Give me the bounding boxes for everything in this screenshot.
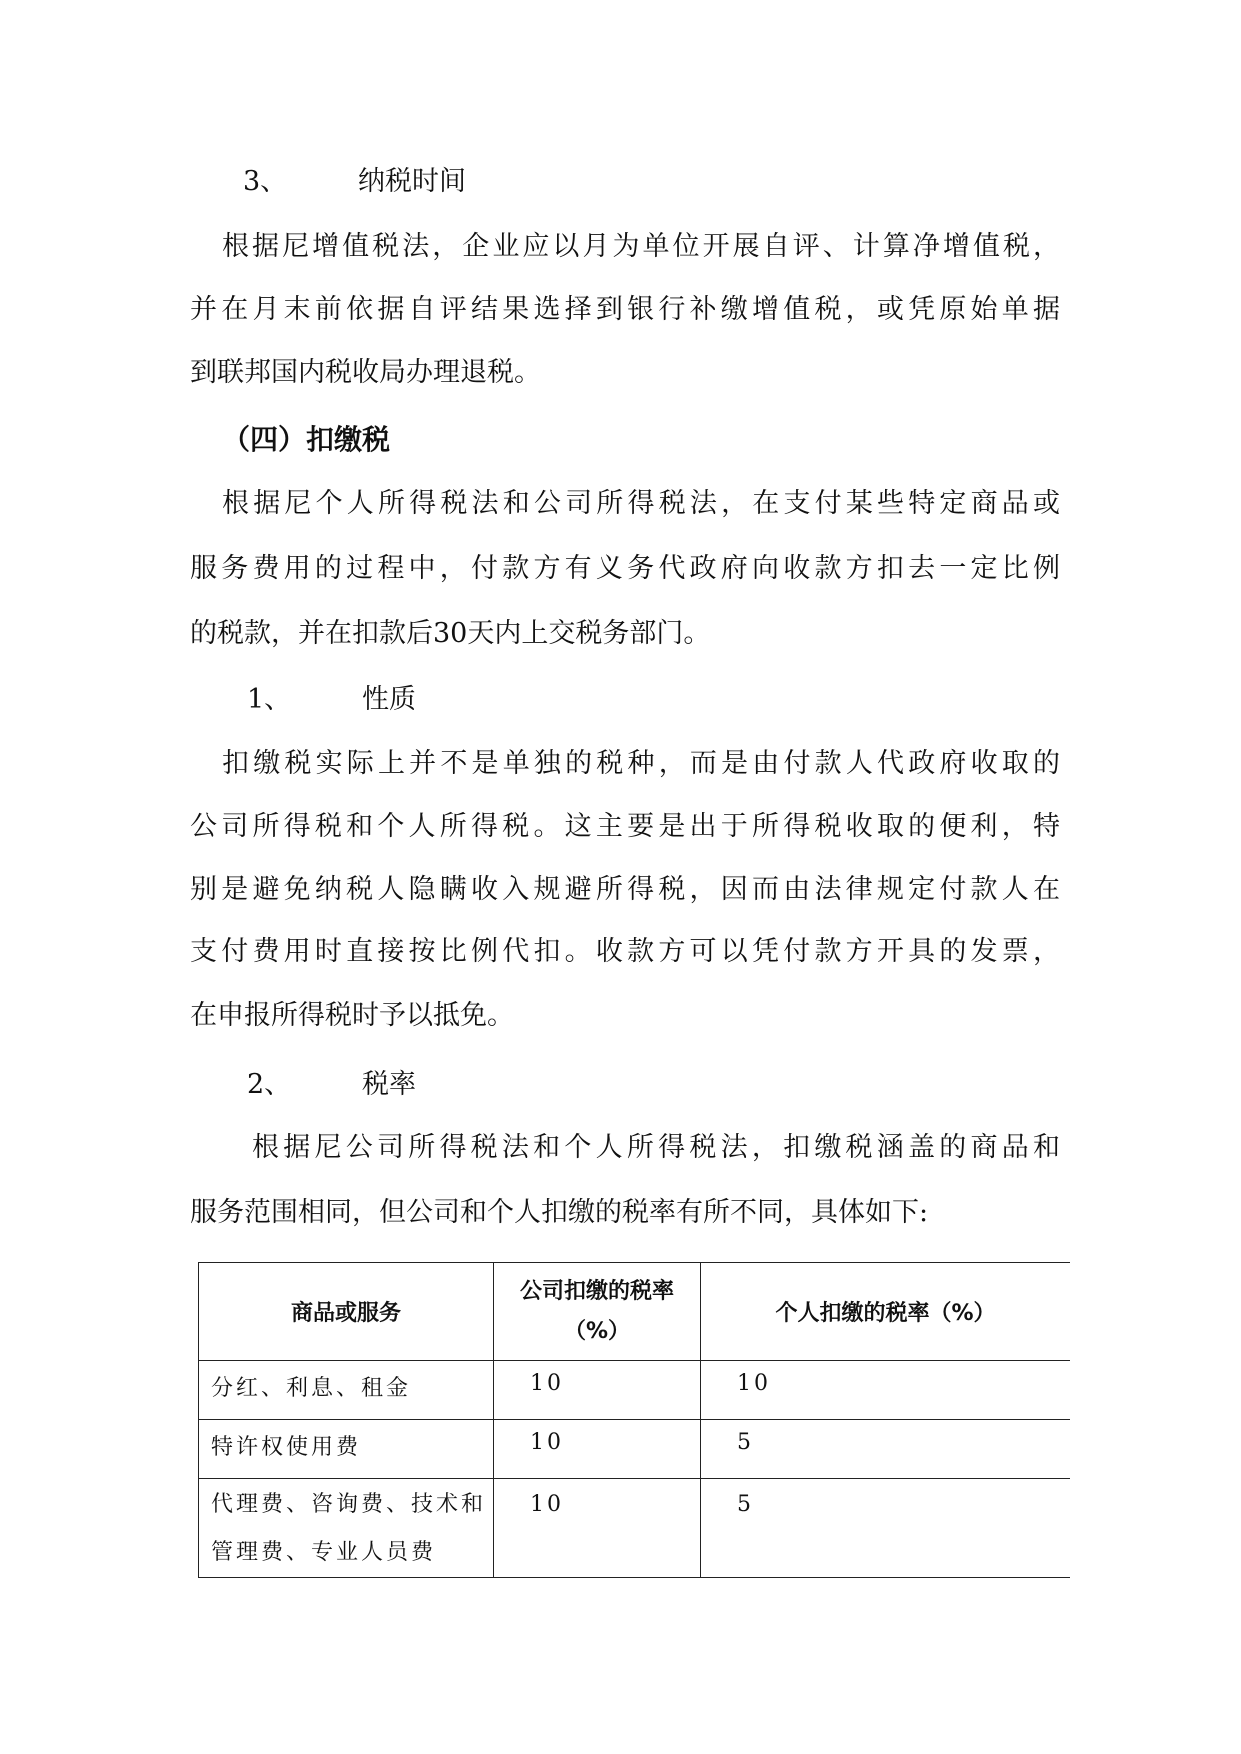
section-title: 性质 xyxy=(362,684,416,715)
paragraph-line: 并在月末前依据自评结果选择到银行补缴增值税，或凭原始单据 xyxy=(190,294,1060,325)
paragraph-line: 的税款，并在扣款后30天内上交税务部门。 xyxy=(190,618,711,649)
cell-item: 代理费、咨询费、技术和 管理费、专业人员费 xyxy=(199,1479,494,1578)
cell-item: 分红、利息、租金 xyxy=(199,1361,494,1420)
cell-company-rate: 10 xyxy=(494,1420,701,1479)
paragraph-line: 根据尼公司所得税法和个人所得税法，扣缴税涵盖的商品和 xyxy=(252,1132,1060,1163)
paragraph-line: 根据尼增值税法，企业应以月为单位开展自评、计算净增值税， xyxy=(222,231,1060,262)
paragraph-line: 在申报所得税时予以抵免。 xyxy=(190,1000,514,1031)
cell-individual-rate: 5 xyxy=(701,1479,1071,1578)
header-item: 商品或服务 xyxy=(199,1263,494,1361)
cell-company-rate: 10 xyxy=(494,1479,701,1578)
section-number: 2、 xyxy=(247,1069,292,1100)
table-row xyxy=(199,1479,1071,1578)
paragraph-line: 支付费用时直接按比例代扣。收款方可以凭付款方开具的发票， xyxy=(190,936,1060,967)
paragraph-line: 服务范围相同，但公司和个人扣缴的税率有所不同，具体如下: xyxy=(190,1197,929,1228)
table-row xyxy=(199,1420,1071,1479)
section-number: 3、 xyxy=(243,166,288,197)
cell-company-rate: 10 xyxy=(494,1361,701,1420)
section-title: 税率 xyxy=(362,1069,416,1100)
header-individual-rate: 个人扣缴的税率（%） xyxy=(701,1263,1071,1361)
paragraph-line: 扣缴税实际上并不是单独的税种，而是由付款人代政府收取的 xyxy=(222,748,1060,779)
paragraph-line: 到联邦国内税收局办理退税。 xyxy=(190,357,541,388)
withholding-tax-table xyxy=(198,1262,1070,1578)
table-header-row xyxy=(199,1263,1071,1361)
cell-individual-rate: 10 xyxy=(701,1361,1071,1420)
section-title: 纳税时间 xyxy=(358,166,466,197)
cell-item: 特许权使用费 xyxy=(199,1420,494,1479)
cell-individual-rate: 5 xyxy=(701,1420,1071,1479)
paragraph-line: 别是避免纳税人隐瞒收入规避所得税，因而由法律规定付款人在 xyxy=(190,874,1060,905)
paragraph-line: 服务费用的过程中，付款方有义务代政府向收款方扣去一定比例 xyxy=(190,553,1060,584)
paragraph-line: 根据尼个人所得税法和公司所得税法，在支付某些特定商品或 xyxy=(222,488,1060,519)
section-heading: （四）扣缴税 xyxy=(222,423,391,456)
table-row xyxy=(199,1361,1071,1420)
section-number: 1、 xyxy=(247,684,292,715)
paragraph-line: 公司所得税和个人所得税。这主要是出于所得税收取的便利，特 xyxy=(190,811,1060,842)
header-company-rate: 公司扣缴的税率 （%） xyxy=(494,1263,701,1361)
